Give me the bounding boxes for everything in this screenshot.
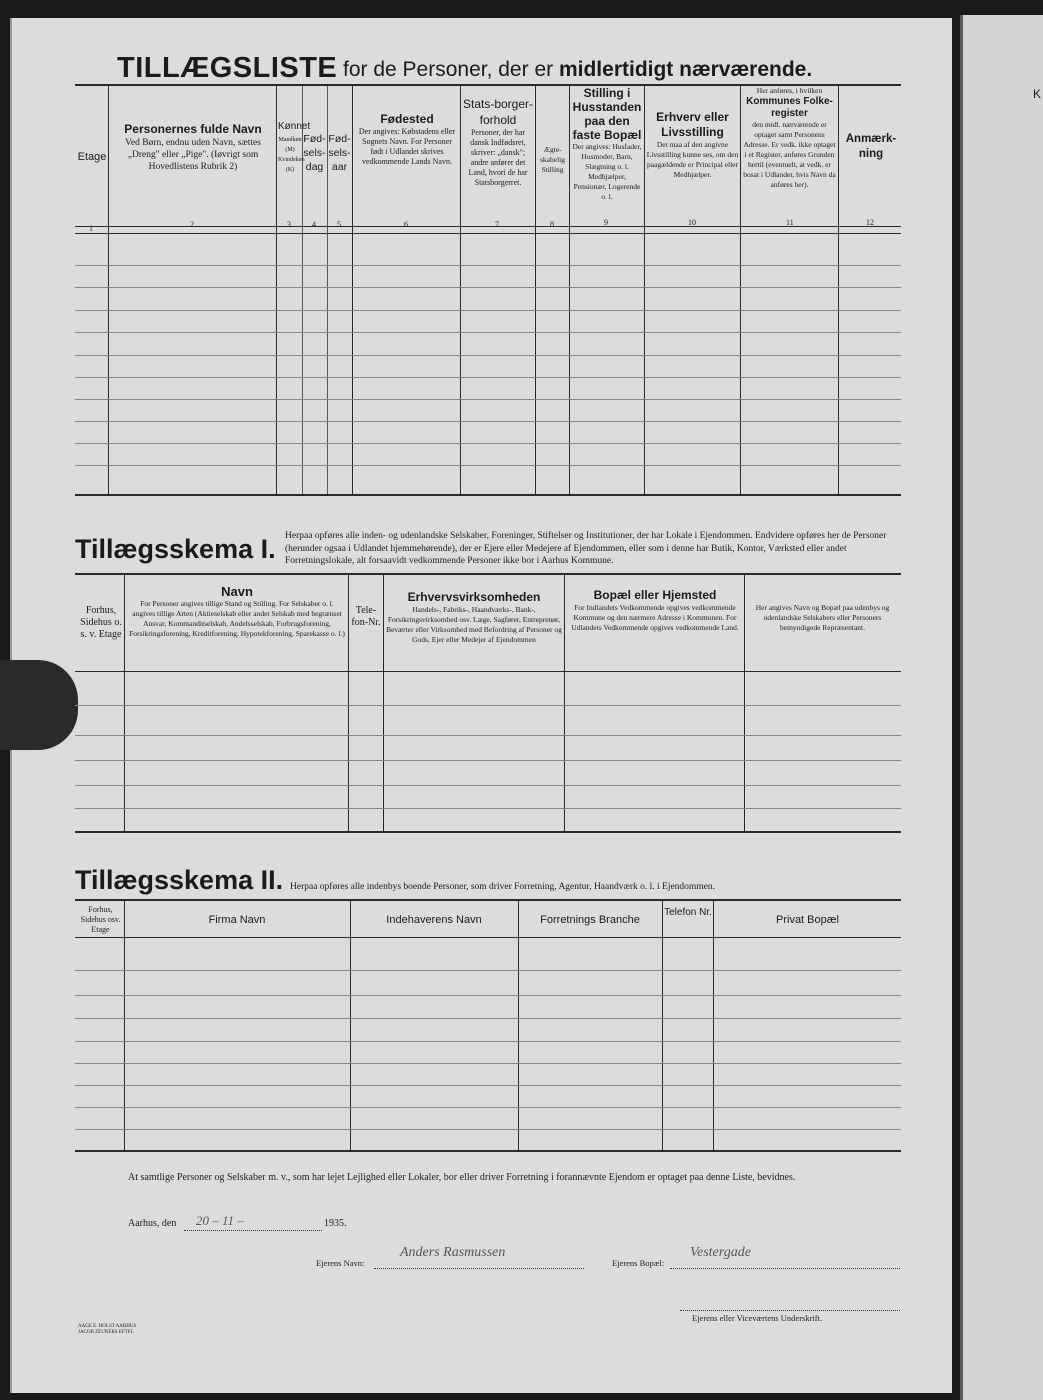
owner-address-value: Vestergade: [690, 1245, 751, 1260]
adjacent-page-fragment: K: [1033, 87, 1042, 101]
skema2-title: Tillægsskema II.: [75, 865, 284, 895]
s2-address-header: Privat Bopæl: [776, 914, 839, 926]
col-marital-header: Ægte-skabelig Stilling: [540, 145, 565, 174]
owner-address-label: Ejerens Bopæl:: [612, 1258, 665, 1268]
s1-phone-header: Tele-fon-Nr.: [351, 605, 381, 628]
col-remarks-header: Anmærk-ning: [845, 133, 897, 160]
main-list-title: TILLÆGSLISTE: [117, 52, 338, 84]
s2-firm-header: Firma Navn: [208, 914, 266, 926]
col-household-header: Stilling i Husstanden paa den faste Bopæl Der angives: Husfader, Husmoder, Barn, Slægtning o. l. Medhjælper, Pensionær, Logerende o. l.: [572, 86, 642, 201]
date-handwritten: 20 – 11 –: [196, 1213, 244, 1228]
col-num-10: 10: [688, 218, 696, 227]
col-num-7: 7: [495, 220, 499, 229]
skema1-intro: Herpaa opføres alle inden- og udenlandske Selskaber, Foreninger, Stiftelser og Institutioner, der har Lokale i Ejendommen. Endvidere opføres her de Personer (herunder ogsaa i Udlandet hjemmehørende), der er Ejere eller Medejere af Ejendommen, eller som i denne har Butik, Kontor, Værksted eller andet Forretningslokale, alt forsaavidt vedkommende Personer ikke bor i Aarhus Kommune.: [285, 531, 887, 566]
s2-branch-header: Forretnings Branche: [540, 914, 640, 926]
col-citizenship-header: Stats-borger-forhold Personer, der har dansk Indfødsret, skriver: „dansk"; andre anfører det Land, hvori de har Statsborgerret.: [462, 97, 534, 187]
s1-name-header: Navn For Personer angives tillige Stand og Stilling. For Selskaber o. l. angives tillige Arten (Aktieselskab eller andet Selskab med begrænset Ansvar, Kommanditselskab, Andelsselskab, Forbrugsforening, Forsikringsforening, Kreditforening, Hypotekforening, Sparekasse o. l.): [129, 584, 345, 638]
signature-label: Ejerens eller Viceværtens Underskrift.: [692, 1313, 823, 1323]
col-num-6: 6: [404, 220, 408, 229]
owner-name-value: Anders Rasmussen: [400, 1245, 506, 1260]
main-list-subtitle: for de Personer, der er midlertidigt nærværende.: [343, 58, 813, 81]
s2-phone-header: Telefon Nr.: [664, 907, 712, 918]
skema1-title: Tillægsskema I.: [75, 534, 276, 564]
s1-etage-header: Forhus, Sidehus o. s. v. Etage: [80, 605, 122, 640]
s2-etage-header: Forhus, Sidehus osv. Etage: [80, 905, 121, 934]
col-birthplace-header: Fødested Der angives: Købstadens eller Sognets Navn. For Personer født i Udlandet skrives vedkommende Lands Navn.: [358, 112, 456, 166]
col-name-header: Personernes fulde Navn Ved Børn, endnu uden Navn, sættes „Dreng" eller „Pige". (Iøvrigt som Hovedlistens Rubrik 2): [124, 122, 262, 172]
col-birthyear-header: Fød-sels-aar: [328, 133, 351, 173]
declaration: At samtlige Personer og Selskaber m. v., som har lejet Lejlighed eller Lokaler, bor eller driver Forretning i forannævnte Ejendom er optaget paa denne Liste, bevidnes.: [128, 1172, 796, 1183]
col-num-2: 2: [190, 220, 194, 229]
col-birthday-header: Fød-sels-dag: [303, 133, 326, 173]
adjacent-page: [960, 15, 1043, 1400]
s1-residence-header: Bopæl eller Hjemsted For Indlandets Vedkommende opgives vedkommende Kommune og den nærmere Adresse i Kommunen. For Udlandets Vedkommende opgives vedkommende Land.: [571, 588, 739, 632]
col-num-9: 9: [604, 218, 608, 227]
owner-name-label: Ejerens Navn:: [316, 1258, 365, 1268]
col-occupation-header: Erhverv eller Livsstilling Det maa af den angivne Livsstilling kunne ses, om den paagældende er Principal eller Medhjælper.: [646, 110, 739, 179]
col-num-8: 8: [550, 220, 554, 229]
col-num-1: 1: [89, 224, 93, 233]
s1-business-header: Erhvervsvirksomheden Handels-, Fabriks-, Haandværks-, Bank-, Forsikringsvirksomhed osv. Læge, Sagfører, Entreprenør, Beværter eller Virksomhed med Befordring af Personer og Gods, Ejer eller Medejer af Ejendommen: [386, 590, 562, 644]
col-num-5: 5: [337, 220, 341, 229]
s2-owner-header: Indehaverens Navn: [386, 914, 482, 926]
col-num-12: 12: [866, 218, 874, 227]
year: 1935.: [324, 1218, 347, 1229]
col-num-3: 3: [287, 220, 291, 229]
col-register-header: Her anføres, i hvilken Kommunes Folke-register den midl. nærværende er optaget samt Personens Adresse. Er vedk. ikke optaget i et Register, anføres Grunden hertil (eventuelt, at vedk. er bosat i Udlandet, hvis Navn da anføres her).: [743, 86, 836, 189]
printer-mark: AAGE E. HOLST AARHUS JACOB ZEUNERS EFTFL: [78, 1324, 137, 1335]
thumb-shadow: [0, 660, 78, 750]
skema2-intro: Herpaa opføres alle indenbys boende Personer, som driver Forretning, Agentur, Haandværk o. l. i Ejendommen.: [290, 882, 716, 892]
col-num-4: 4: [312, 220, 316, 229]
col-gender-header: Kønnet Mandkøn (M) Kvindekøn (K): [278, 121, 311, 173]
place-label: Aarhus, den: [128, 1218, 177, 1229]
s1-representative-header: Her angives Navn og Bopæl paa udenbys og udenlandske Selskabers eller Personers bemyndigede Repræsentant.: [755, 603, 890, 632]
col-etage-header: Etage: [77, 151, 107, 163]
col-num-11: 11: [786, 218, 794, 227]
